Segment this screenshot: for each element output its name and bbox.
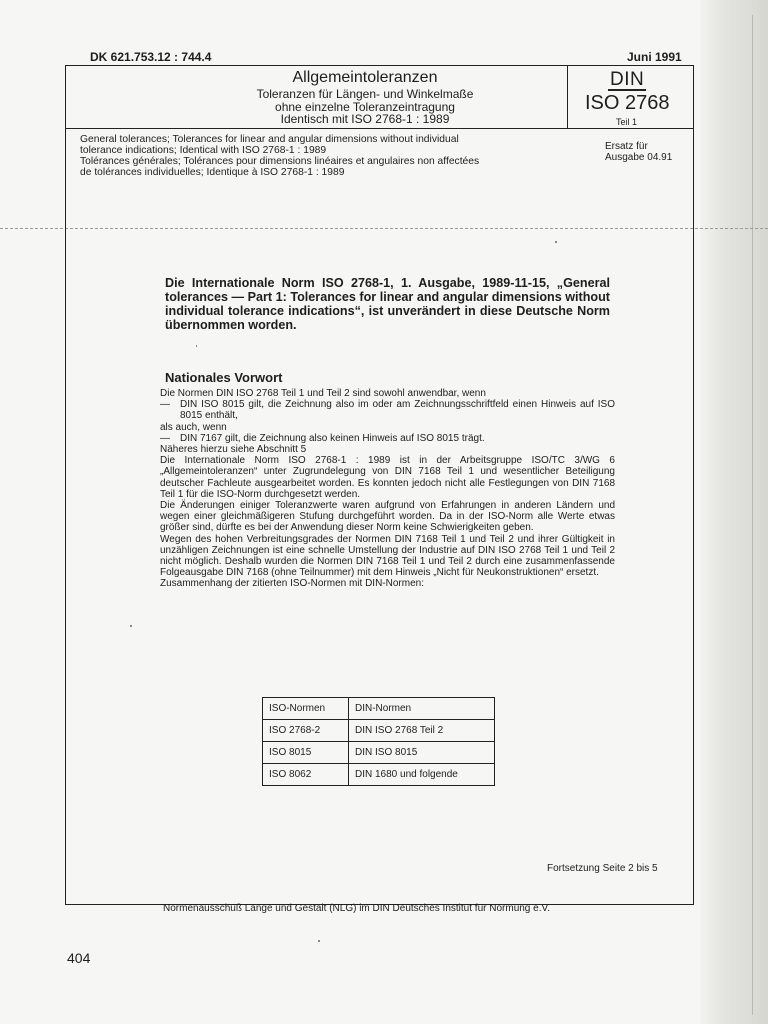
footer-committee: Normenausschuß Länge und Gestalt (NLG) im DIN Deutsches Institut für Normung e.V. [163, 903, 551, 914]
paragraph: Zusammenhang der zitierten ISO-Normen mit DIN-Normen: [160, 578, 424, 590]
continuation-note: Fortsetzung Seite 2 bis 5 [547, 863, 658, 874]
replacement-line: Ersatz für [605, 141, 648, 152]
scan-edge-line [752, 15, 753, 1015]
header-divider [65, 128, 694, 129]
scan-speck [555, 241, 557, 243]
scan-speck [130, 625, 132, 627]
document-subtitle [215, 88, 515, 126]
replacement-line: Ausgabe 04.91 [605, 152, 673, 163]
dash-bullet: — [160, 432, 170, 444]
intro-statement: Die Internationale Norm ISO 2768-1, 1. Ausgabe, 1989-11-15, „General tolerances — Part 1: Tolerances for linear and angular dimensions without individual tolerance indications“, ist unverändert in diese Deutsche Norm übernommen worden. [165, 276, 610, 332]
list-item-text: DIN ISO 8015 gilt, die Zeichnung also im oder am Zeichnungsschriftfeld einen Hinweis auf ISO 8015 enthält, [180, 399, 615, 422]
table-row [263, 764, 495, 786]
scan-speck [196, 345, 197, 347]
list-item [160, 433, 615, 444]
table-row [263, 742, 495, 764]
table-header-cell: ISO-Normen [263, 698, 349, 720]
table-header-row [263, 698, 495, 720]
french-title: Tolérances générales; Tolérances pour dimensions linéaires et angulaires non affectées de tolérances individuelles; Identique à ISO 2768-1 : 1989 [80, 156, 480, 178]
paragraph: Wegen des hohen Verbreitungsgrades der Normen DIN 7168 Teil 1 und Teil 2 und ihrer Gültigkeit in unzähligen Zeichnungen ist eine schnelle Umstellung der Industrie auf DIN ISO 2768 Teil 1 und Teil 2 nicht möglich. Deshalb wurden die Normen DIN 7168 Teil 1 und Teil 2 durch eine zusammenfassende Folgeausgabe DIN 7168 (ohne Teilnummer) mit dem Hinweis „Nicht für Neukonstruktionen“ ersetzt. [160, 533, 615, 579]
subtitle-line: Identisch mit ISO 2768-1 : 1989 [280, 112, 450, 126]
paragraph: Näheres hierzu siehe Abschnitt 5 [160, 444, 307, 456]
paragraph: Die Änderungen einiger Toleranzwerte waren aufgrund von Erfahrungen in anderen Ländern und wegen einer gleichmäßigeren Stufung durchgeführt worden. Da in der ISO-Norm alle Werte etwas größer sind, dürfte es bei der Anwendung dieser Norm keine Schwierigkeiten geben. [160, 500, 615, 534]
table-cell: DIN ISO 2768 Teil 2 [349, 720, 495, 742]
frame-left-border [65, 65, 66, 905]
table-row [263, 720, 495, 742]
translated-titles [80, 134, 480, 178]
din-logo: DIN [610, 69, 645, 90]
page-number: 404 [67, 950, 91, 966]
issue-date: Juni 1991 [627, 50, 682, 64]
paragraph: Die Internationale Norm ISO 2768-1 : 1989 ist in der Arbeitsgruppe ISO/TC 3/WG 6 „Allgemeintoleranzen“ unter Zugrundelegung von DIN 7168 Teil 1 und wesentlicher Beteiligung deutscher Fachleute ausgearbeitet worden. Es konnten jedoch nicht alle Festlegungen von DIN 7168 Teil 1 für die ISO-Norm durchgesetzt werden. [160, 455, 615, 500]
document-title: Allgemeintoleranzen [292, 69, 438, 86]
foreword-heading: Nationales Vorwort [165, 370, 283, 385]
table-cell: DIN ISO 8015 [349, 742, 495, 764]
subtitle-line: ohne einzelne Toleranzeintragung [275, 99, 455, 114]
foreword-body [160, 388, 615, 590]
table-cell: ISO 8015 [263, 742, 349, 764]
norms-table [262, 697, 495, 786]
paragraph: als auch, wenn [160, 421, 227, 433]
scan-edge-shadow [700, 0, 768, 1024]
list-item [160, 399, 615, 421]
table-header-cell: DIN-Normen [349, 698, 495, 720]
table-cell: DIN 1680 und folgende [349, 764, 495, 786]
subtitle-line: Toleranzen für Längen- und Winkelmaße [256, 87, 474, 101]
standard-number: ISO 2768 [585, 92, 670, 114]
replacement-note [605, 141, 685, 163]
list-item-text: DIN 7167 gilt, die Zeichnung also keinen Hinweis auf ISO 8015 trägt. [180, 432, 485, 444]
standard-part: Teil 1 [616, 117, 638, 127]
title-box-separator [567, 65, 568, 128]
table-cell: ISO 2768-2 [263, 720, 349, 742]
dk-classification: DK 621.753.12 : 744.4 [90, 50, 212, 64]
table-cell: ISO 8062 [263, 764, 349, 786]
scan-speck [318, 940, 320, 942]
paragraph: Die Normen DIN ISO 2768 Teil 1 und Teil 2 sind sowohl anwendbar, wenn [160, 388, 486, 399]
dash-bullet: — [160, 399, 170, 411]
english-title: General tolerances; Tolerances for linear and angular dimensions without individual tolerance indications; Identical with ISO 2768-1 : 1989 [80, 134, 459, 156]
